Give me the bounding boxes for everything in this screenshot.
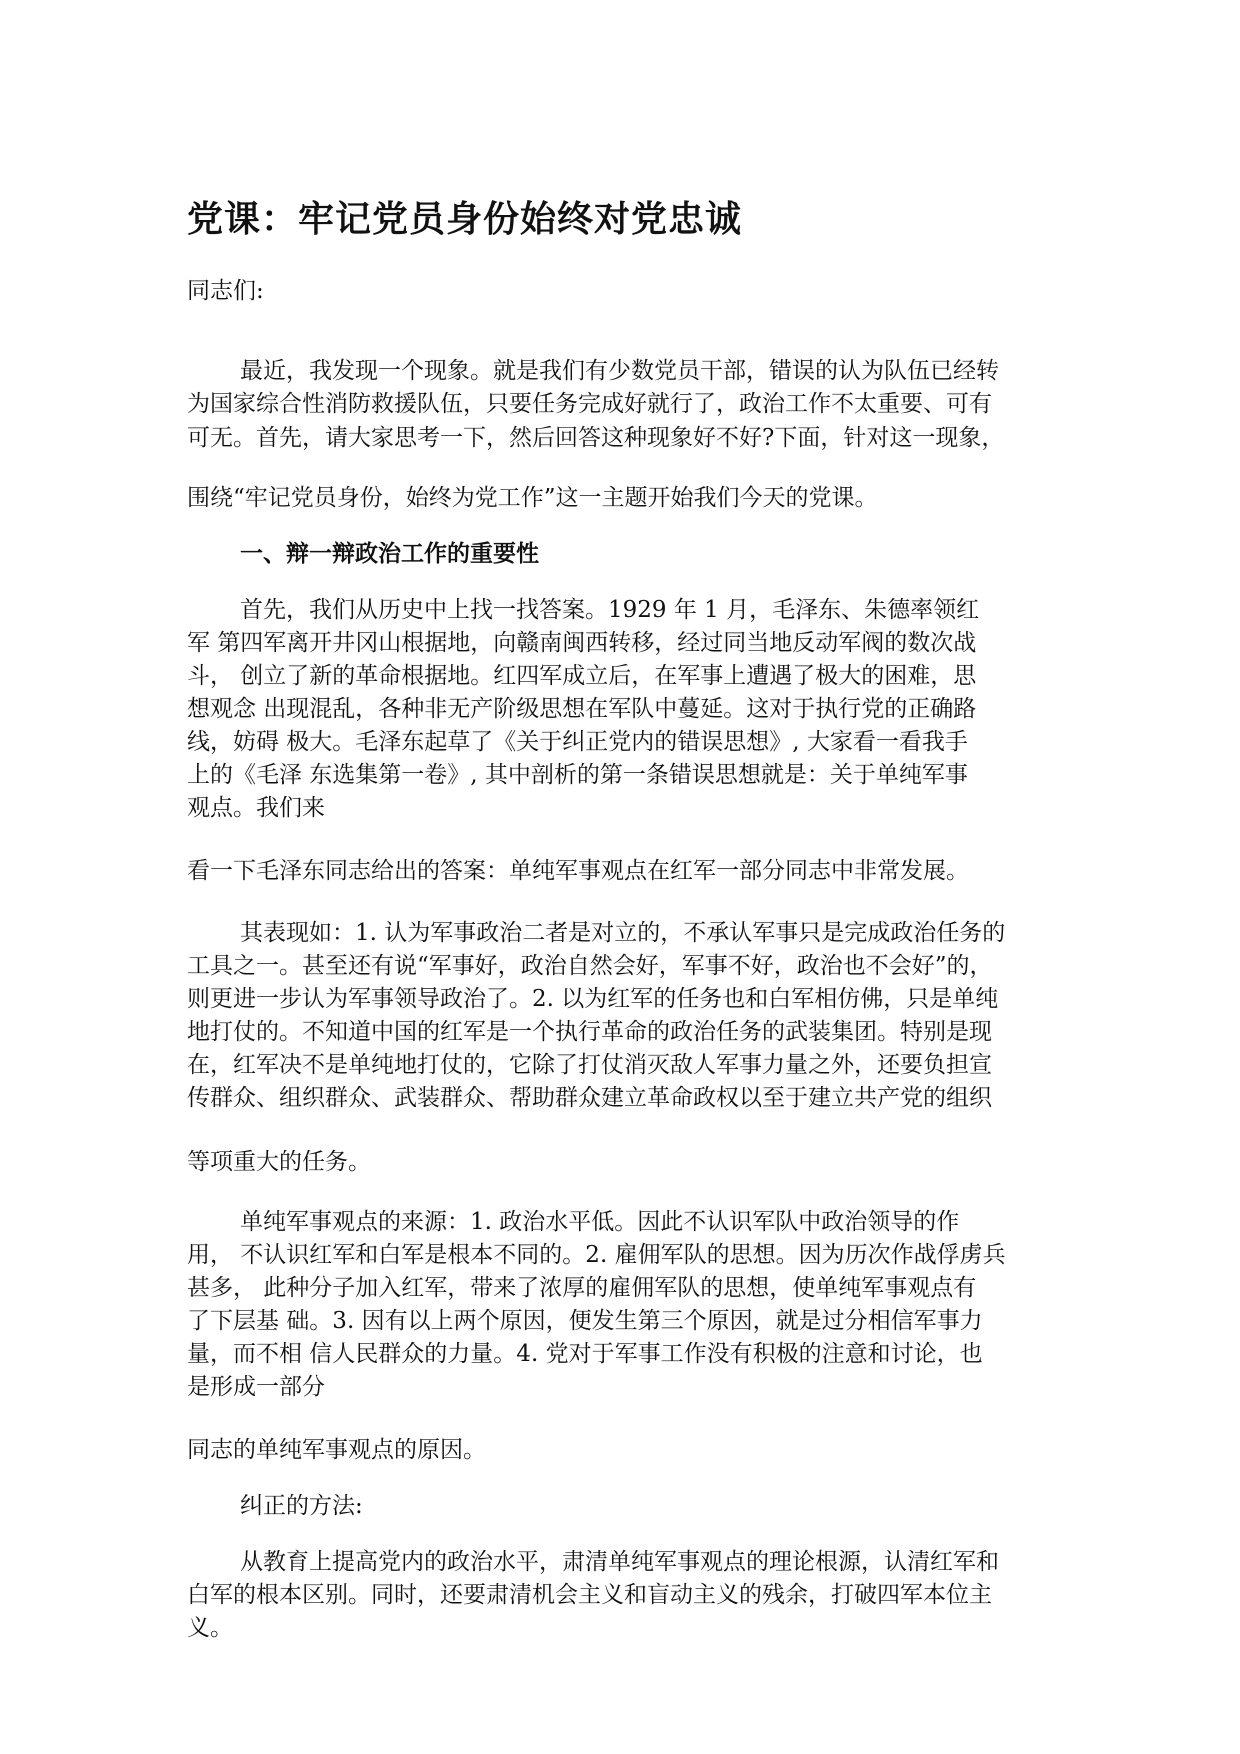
paragraph-line: 白军的根本区别。同时，还要肃清机会主义和盲动主义的残余，打破四军本位主 [187,1582,992,1608]
paragraph-line: 用， 不认识红军和白军是根本不同的。2. 雇佣军队的思想。因为历次作战俘虏兵 [187,1242,1006,1268]
paragraph-line: 围绕“牢记党员身份，始终为党工作”这一主题开始我们今天的党课。 [187,485,878,511]
subheading: 纠正的方法: [240,1493,363,1519]
paragraph-line: 从教育上提高党内的政治水平，肃清单纯军事观点的理论根源，认清红军和 [240,1549,999,1575]
paragraph-line: 工具之一。甚至还有说“军事好，政治自然会好，军事不好，政治也不会好”的， [187,953,993,979]
paragraph-line: 是形成一部分 [187,1374,325,1400]
paragraph-line: 可无。首先，请大家思考一下，然后回答这种现象好不好?下面，针对这一现象， [187,425,1005,451]
paragraph-line: 看一下毛泽东同志给出的答案：单纯军事观点在红军一部分同志中非常发展。 [187,858,969,884]
paragraph-line: 甚多， 此种分子加入红军，带来了浓厚的雇佣军队的思想，使单纯军事观点有 [187,1275,977,1301]
paragraph-line: 线，妨碍 极大。毛泽东起草了《关于纠正党内的错误思想》, 大家看一看我手 [187,729,968,755]
paragraph-line: 观点。我们来 [187,795,325,821]
paragraph-line: 想观念 出现混乱，各种非无产阶级思想在军队中蔓延。这对于执行党的正确路 [187,696,977,722]
paragraph-line: 为国家综合性消防救援队伍，只要任务完成好就行了，政治工作不太重要、可有 [187,391,992,417]
salutation: 同志们: [187,278,264,304]
paragraph-line: 在，红军决不是单纯地打仗的，它除了打仗消灭敌人军事力量之外，还要负担宣 [187,1052,992,1078]
paragraph-line: 其表现如：1. 认为军事政治二者是对立的，不承认军事只是完成政治任务的 [240,920,1006,946]
paragraph-line: 量，而不相 信人民群众的力量。4. 党对于军事工作没有积极的注意和讨论，也 [187,1341,983,1367]
paragraph-line: 地打仗的。不知道中国的红军是一个执行革命的政治任务的武装集团。特别是现 [187,1019,992,1045]
paragraph-line: 最近，我发现一个现象。就是我们有少数党员干部，错误的认为队伍已经转 [240,358,999,384]
paragraph-line: 同志的单纯军事观点的原因。 [187,1437,486,1463]
section-heading: 一、辩一辩政治工作的重要性 [240,541,539,567]
paragraph-line: 了下层基 础。3. 因有以上两个原因，便发生第三个原因，就是过分相信军事力 [187,1308,983,1334]
paragraph-line: 上的《毛泽 东选集第一卷》, 其中剖析的第一条错误思想就是：关于单纯军事 [187,762,968,788]
paragraph-line: 斗， 创立了新的革命根据地。红四军成立后，在军事上遭遇了极大的困难，思 [187,663,977,689]
paragraph-line: 军 第四军离开井冈山根据地，向赣南闽西转移，经过同当地反动军阀的数次战 [187,630,977,656]
paragraph-line: 单纯军事观点的来源：1. 政治水平低。因此不认识军队中政治领导的作 [240,1209,960,1235]
paragraph-line: 传群众、组织群众、武装群众、帮助群众建立革命政权以至于建立共产党的组织 [187,1085,992,1111]
paragraph-line: 首先，我们从历史中上找一找答案。1929 年 1 月，毛泽东、朱德率领红 [240,597,980,623]
paragraph-line: 义。 [187,1615,233,1641]
document-title: 党课：牢记党员身份始终对党忠诚 [187,199,743,240]
paragraph-line: 等项重大的任务。 [187,1149,371,1175]
paragraph-line: 则更进一步认为军事领导政治了。2. 以为红军的任务也和白军相仿佛，只是单纯 [187,986,999,1012]
